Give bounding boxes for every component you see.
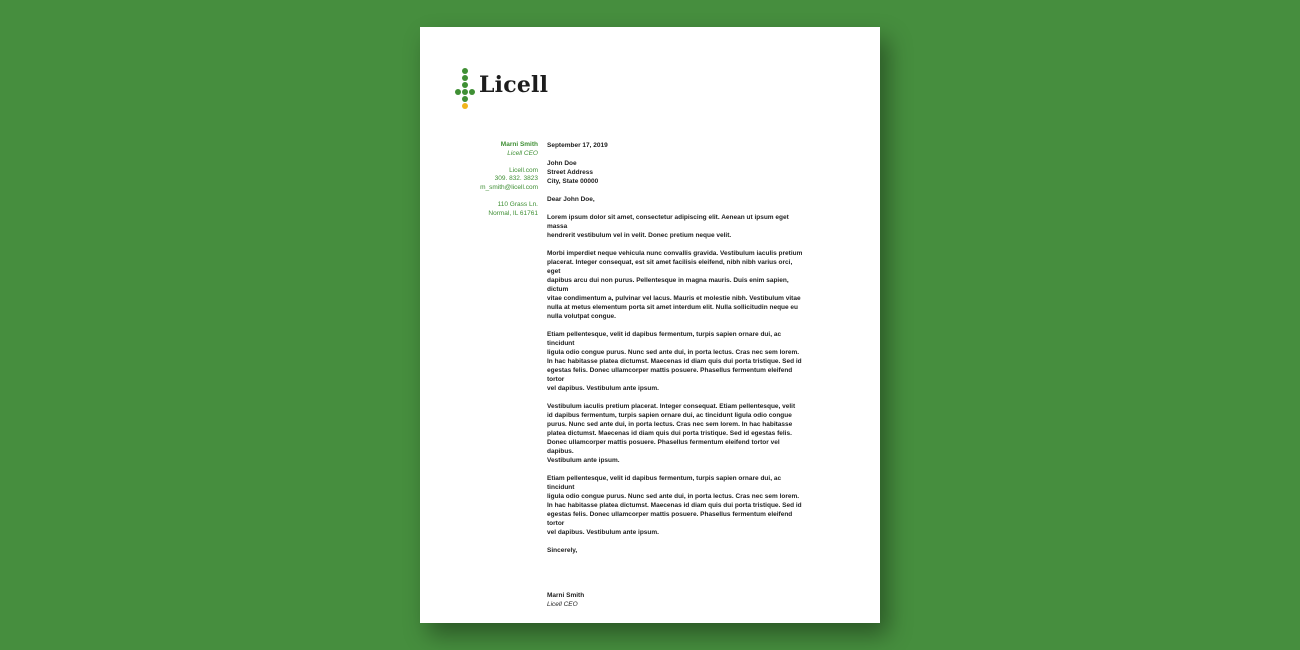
logo-wordmark: Licell — [479, 72, 549, 98]
sender-info — [460, 141, 538, 218]
signature-name: Marni Smith — [547, 592, 585, 599]
paragraph-5: Etiam pellentesque, velit id dapibus fermentum, turpis sapien ornare dui, ac tincidunt ligula odio congue purus. Nunc sed ante dui, in porta lectus. Cras nec sem lorem. In hac habitasse platea dictumst. Maecenas id diam quis dui porta tristique. Sed id egestas felis. Donec ullamcorper mattis posuere. Phasellus fermentum eleifend tortor vel dapibus. Vestibulum ante ipsum. — [547, 475, 802, 536]
recipient-address: John Doe Street Address City, State 00000 — [547, 160, 599, 185]
letter-body — [547, 141, 807, 609]
sender-website: Licell.com — [509, 166, 538, 174]
sender-email: m_smith@licell.com — [480, 183, 538, 191]
paragraph-2: Morbi imperdiet neque vehicula nunc convallis gravida. Vestibulum iaculis pretium placerat. Integer consequat, est sit amet facilisis eleifend, nibh nibh varius orci, eget dapibus arcu dui non purus. Pellentesque in magna mauris. Duis enim sapien, dictum vitae condimentum a, pulvinar vel lacus. Mauris et molestie nibh. Vestibulum vitae nulla at metus elementum porta sit amet interdum elit. Nulla sollicitudin neque eu nulla volutpat congue. — [547, 250, 803, 320]
sender-name: Marni Smith — [500, 141, 538, 148]
salutation: Dear John Doe, — [547, 196, 595, 203]
paragraph-3: Etiam pellentesque, velit id dapibus fermentum, turpis sapien ornare dui, ac tincidunt ligula odio congue purus. Nunc sed ante dui, in porta lectus. Cras nec sem lorem. In hac habitasse platea dictumst. Maecenas id diam quis dui porta tristique. Sed id egestas felis. Donec ullamcorper mattis posuere. Phasellus fermentum eleifend tortor vel dapibus. Vestibulum ante ipsum. — [547, 331, 802, 392]
sender-title: Licell CEO — [507, 149, 538, 157]
sender-address-line1: 110 Grass Ln. — [497, 201, 538, 209]
licell-logo — [454, 67, 554, 113]
signature-title: Licell CEO — [547, 601, 578, 608]
sender-phone: 309. 832. 3823 — [494, 175, 538, 183]
letterhead-page — [420, 27, 880, 623]
paragraph-4: Vestibulum iaculis pretium placerat. Integer consequat. Etiam pellentesque, velit id dapibus fermentum, turpis sapien ornare dui, ac tincidunt ligula odio congue purus. Nunc sed ante dui, in porta lectus. Cras nec sem lorem. In hac habitasse platea dictumst. Maecenas id diam quis dui porta tristique. Sed id egestas felis. Donec ullamcorper mattis posuere. Phasellus fermentum eleifend tortor vel dapibus. Vestibulum ante ipsum. — [547, 403, 796, 464]
sender-address-line2: Normal, IL 61761 — [488, 209, 538, 217]
letter-date: September 17, 2019 — [547, 142, 608, 149]
paragraph-1: Lorem ipsum dolor sit amet, consectetur adipiscing elit. Aenean ut ipsum eget massa hendrerit vestibulum vel in velit. Donec pretium neque velit. — [547, 214, 789, 239]
closing: Sincerely, — [547, 547, 578, 554]
cell-dots-icon — [454, 67, 480, 113]
